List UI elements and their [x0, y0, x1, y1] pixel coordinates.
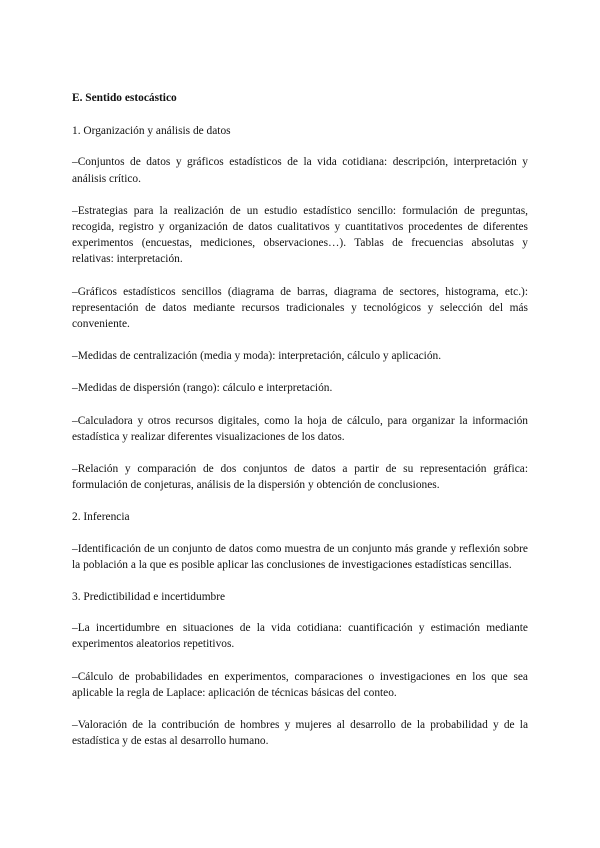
section-heading: 1. Organización y análisis de datos: [72, 125, 231, 138]
paragraph: –Medidas de centralización (media y moda): interpretación, cálculo y aplicación.: [72, 350, 442, 363]
section-organizacion: [72, 123, 528, 493]
paragraph: –Estrategias para la realización de un estudio estadístico sencillo: formulación de preguntas, recogida, registro y organización de datos cualitativos y cuantitativos procedentes de diferentes experimentos (encuestas, mediciones, observaciones…). Tablas de frecuencias absolutas y relativas: interpretación.: [72, 204, 528, 266]
document-body: [72, 90, 528, 765]
section-predictibilidad: [72, 589, 528, 749]
paragraph: –Calculadora y otros recursos digitales, como la hoja de cálculo, para organizar la información estadística y realizar diferentes visualizaciones de los datos.: [72, 414, 528, 443]
section-heading: 3. Predictibilidad e incertidumbre: [72, 591, 226, 604]
paragraph: –Cálculo de probabilidades en experimentos, comparaciones o investigaciones en los que sea aplicable la regla de Laplace: aplicación de técnicas básicas del conteo.: [72, 670, 528, 699]
section-inferencia: [72, 509, 528, 573]
paragraph: –Relación y comparación de dos conjuntos de datos a partir de su representación gráfica: formulación de conjeturas, análisis de la dispersión y obtención de conclusiones.: [72, 463, 528, 492]
paragraph: –Medidas de dispersión (rango): cálculo e interpretación.: [72, 382, 333, 395]
paragraph: –Identificación de un conjunto de datos como muestra de un conjunto más grande y reflexión sobre la población a la que es posible aplicar las conclusiones de investigaciones estadísticas sencillas.: [72, 542, 528, 571]
document-title: E. Sentido estocástico: [72, 92, 177, 104]
paragraph: –Conjuntos de datos y gráficos estadísticos de la vida cotidiana: descripción, interpretación y análisis crítico.: [72, 156, 528, 185]
paragraph: –La incertidumbre en situaciones de la vida cotidiana: cuantificación y estimación mediante experimentos aleatorios repetitivos.: [72, 622, 528, 651]
section-heading: 2. Inferencia: [72, 511, 130, 524]
paragraph: –Gráficos estadísticos sencillos (diagrama de barras, diagrama de sectores, histograma, etc.): representación de datos mediante recursos tradicionales y tecnológicos y selección del más conveniente.: [72, 285, 528, 331]
paragraph: –Valoración de la contribución de hombres y mujeres al desarrollo de la probabilidad y de la estadística y de estas al desarrollo humano.: [72, 719, 528, 748]
